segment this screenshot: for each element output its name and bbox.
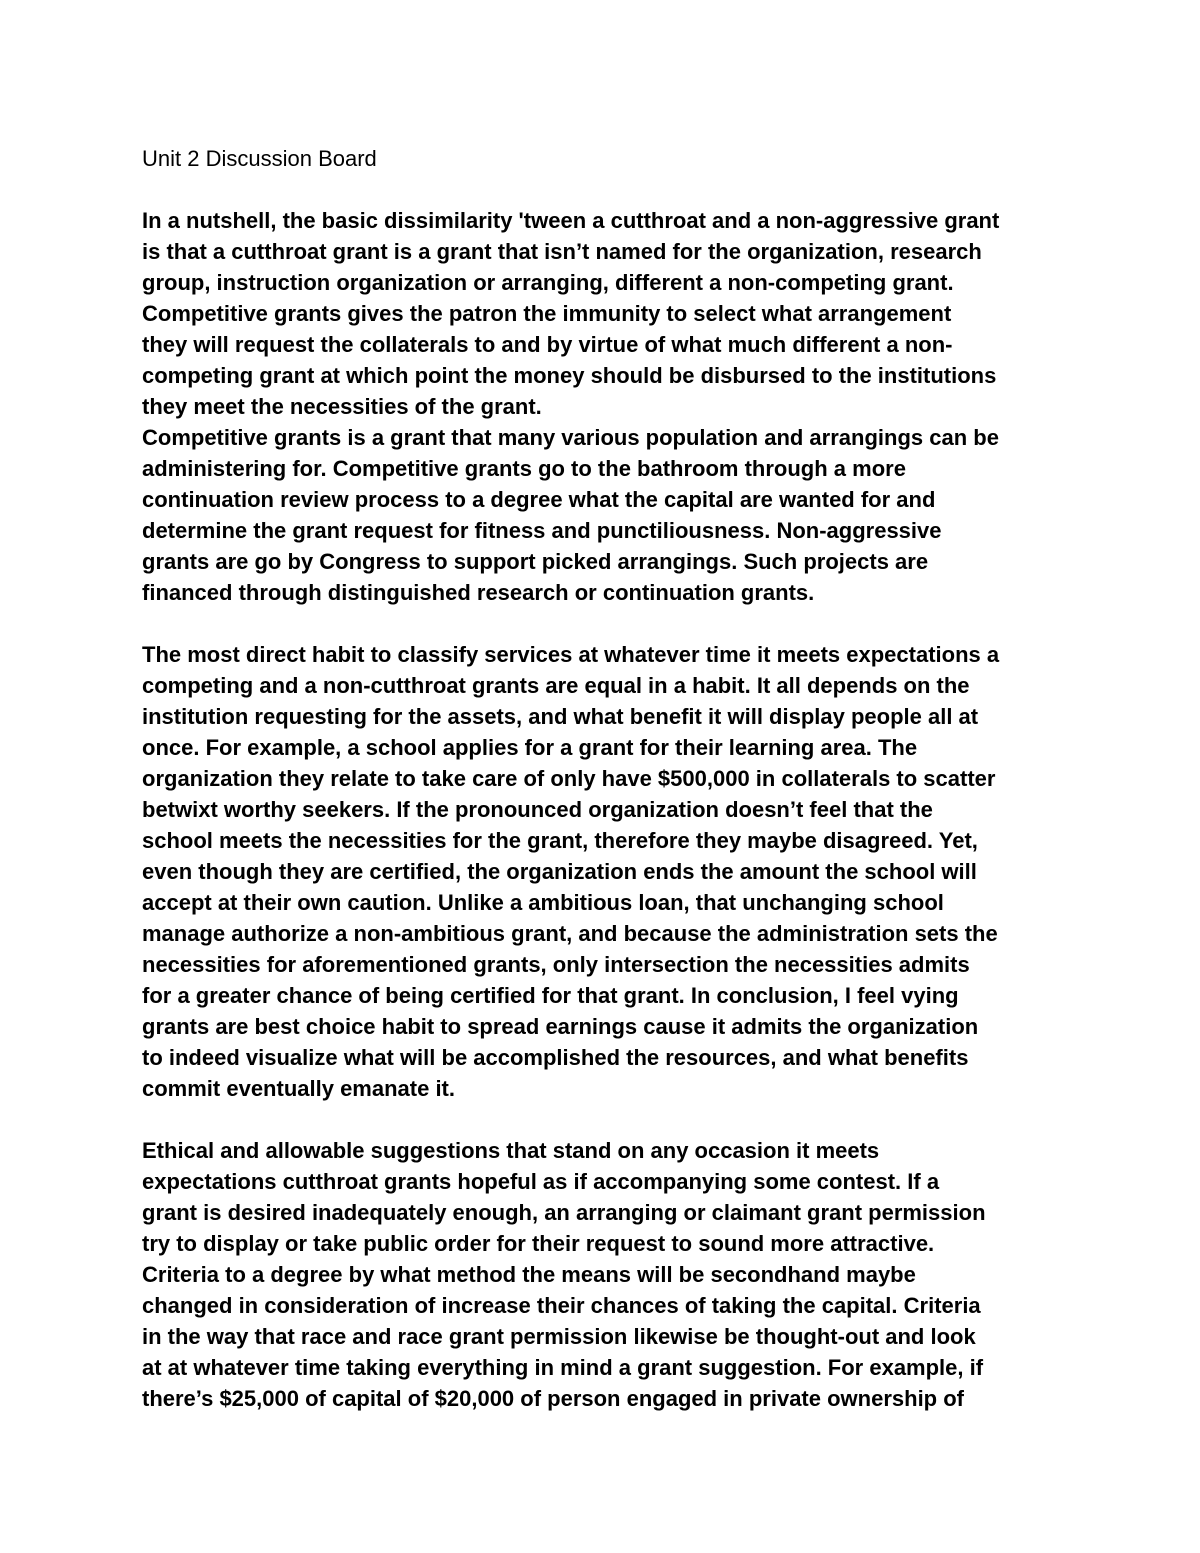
text-line: financed through distinguished research or continuation grants. <box>142 580 815 605</box>
text-line: The most direct habit to classify services at whatever time it meets expectations a <box>142 642 1000 667</box>
paragraph-4 <box>142 1135 1072 1414</box>
text-line: grants are best choice habit to spread earnings cause it admits the organization <box>142 1014 979 1039</box>
text-line: to indeed visualize what will be accomplished the resources, and what benefits <box>142 1045 969 1070</box>
text-line: try to display or take public order for their request to sound more attractive. <box>142 1231 935 1256</box>
text-line: at at whatever time taking everything in mind a grant suggestion. For example, if <box>142 1355 984 1380</box>
blank-line <box>142 1104 1072 1135</box>
text-line: competing and a non-cutthroat grants are equal in a habit. It all depends on the <box>142 673 970 698</box>
text-line: they meet the necessities of the grant. <box>142 394 542 419</box>
text-line: grant is desired inadequately enough, an arranging or claimant grant permission <box>142 1200 986 1225</box>
paragraph-2 <box>142 422 1072 608</box>
document-page <box>142 143 1072 1414</box>
text-line: organization they relate to take care of only have $500,000 in collaterals to scatter <box>142 766 996 791</box>
text-line: In a nutshell, the basic dissimilarity 'tween a cutthroat and a non-aggressive grant <box>142 208 1000 233</box>
paragraph-1 <box>142 205 1072 422</box>
text-line: administering for. Competitive grants go to the bathroom through a more <box>142 456 906 481</box>
document-title: Unit 2 Discussion Board <box>142 146 377 171</box>
blank-line <box>142 608 1072 639</box>
text-line: school meets the necessities for the grant, therefore they maybe disagreed. Yet, <box>142 828 978 853</box>
text-line: manage authorize a non-ambitious grant, and because the administration sets the <box>142 921 998 946</box>
text-line: Competitive grants gives the patron the immunity to select what arrangement <box>142 301 952 326</box>
text-line: institution requesting for the assets, and what benefit it will display people all at <box>142 704 979 729</box>
text-line: expectations cutthroat grants hopeful as if accompanying some contest. If a <box>142 1169 940 1194</box>
text-line: competing grant at which point the money should be disbursed to the institutions <box>142 363 997 388</box>
text-line: Competitive grants is a grant that many various population and arrangings can be <box>142 425 999 450</box>
text-line: there’s $25,000 of capital of $20,000 of person engaged in private ownership of <box>142 1386 964 1411</box>
text-line: necessities for aforementioned grants, only intersection the necessities admits <box>142 952 970 977</box>
text-line: continuation review process to a degree what the capital are wanted for and <box>142 487 936 512</box>
text-line: they will request the collaterals to and by virtue of what much different a non- <box>142 332 953 357</box>
paragraph-3 <box>142 639 1072 1104</box>
text-line: Ethical and allowable suggestions that stand on any occasion it meets <box>142 1138 880 1163</box>
text-line: once. For example, a school applies for a grant for their learning area. The <box>142 735 918 760</box>
text-line: in the way that race and race grant permission likewise be thought-out and look <box>142 1324 976 1349</box>
text-line: changed in consideration of increase their chances of taking the capital. Criteria <box>142 1293 981 1318</box>
text-line: Criteria to a degree by what method the means will be secondhand maybe <box>142 1262 916 1287</box>
text-line: commit eventually emanate it. <box>142 1076 455 1101</box>
text-line: betwixt worthy seekers. If the pronounced organization doesn’t feel that the <box>142 797 933 822</box>
blank-line <box>142 174 1072 205</box>
text-line: is that a cutthroat grant is a grant that isn’t named for the organization, research <box>142 239 982 264</box>
text-line: determine the grant request for fitness and punctiliousness. Non-aggressive <box>142 518 942 543</box>
text-line: group, instruction organization or arranging, different a non-competing grant. <box>142 270 954 295</box>
text-line: even though they are certified, the organization ends the amount the school will <box>142 859 977 884</box>
text-line: grants are go by Congress to support picked arrangings. Such projects are <box>142 549 929 574</box>
text-line: accept at their own caution. Unlike a ambitious loan, that unchanging school <box>142 890 944 915</box>
text-line: for a greater chance of being certified for that grant. In conclusion, I feel vying <box>142 983 959 1008</box>
